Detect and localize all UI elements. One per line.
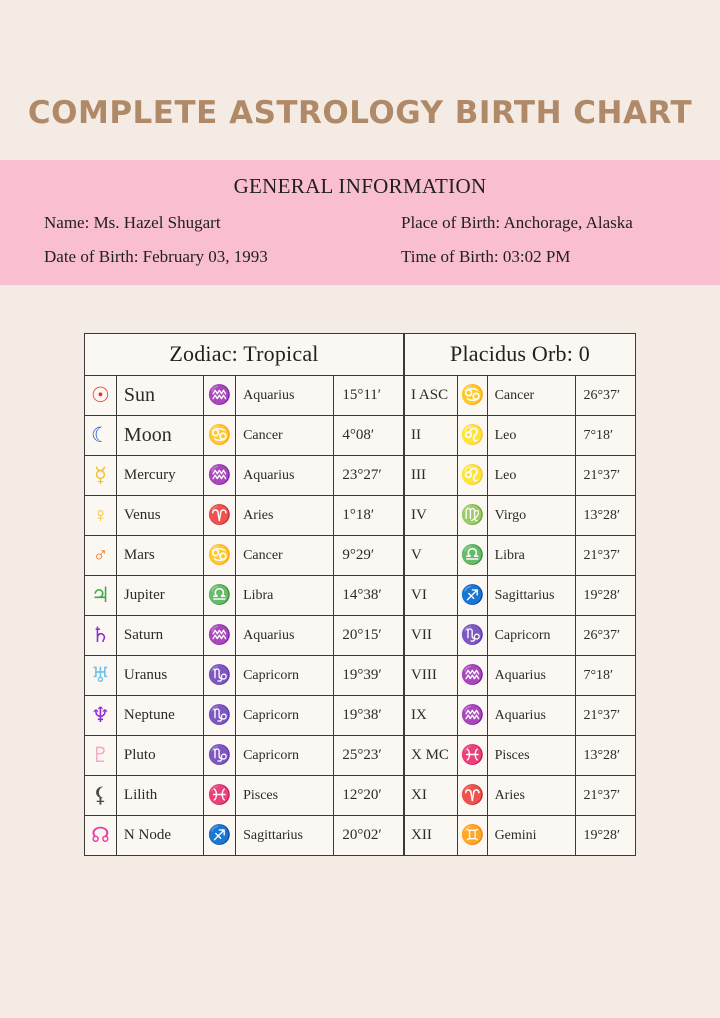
planet-name: Moon bbox=[116, 416, 203, 456]
planet-glyph-icon: ♃ bbox=[85, 576, 117, 616]
house-row bbox=[405, 696, 636, 736]
planet-glyph-icon: ♇ bbox=[85, 736, 117, 776]
zodiac-sign-glyph-icon: ♓ bbox=[458, 736, 487, 776]
zodiac-sign-glyph-icon: ♑ bbox=[203, 736, 235, 776]
house-number: X MC bbox=[405, 736, 458, 776]
house-number: XII bbox=[405, 816, 458, 856]
zodiac-sign-glyph-icon: ♈ bbox=[458, 776, 487, 816]
zodiac-sign-name: Capricorn bbox=[487, 616, 576, 656]
planet-row bbox=[85, 576, 404, 616]
zodiac-sign-glyph-icon: ♌ bbox=[458, 416, 487, 456]
planet-degree: 23°27′ bbox=[334, 456, 404, 496]
zodiac-sign-name: Pisces bbox=[236, 776, 334, 816]
house-degree: 21°37′ bbox=[576, 456, 636, 496]
zodiac-sign-name: Libra bbox=[487, 536, 576, 576]
house-row bbox=[405, 776, 636, 816]
house-degree: 7°18′ bbox=[576, 656, 636, 696]
field-time-of-birth: Time of Birth: 03:02 PM bbox=[401, 247, 571, 266]
planet-name: Lilith bbox=[116, 776, 203, 816]
planet-name: Venus bbox=[116, 496, 203, 536]
house-number: VI bbox=[405, 576, 458, 616]
house-row bbox=[405, 456, 636, 496]
house-row bbox=[405, 496, 636, 536]
zodiac-sign-glyph-icon: ♎ bbox=[203, 576, 235, 616]
general-information-heading: GENERAL INFORMATION bbox=[233, 174, 487, 198]
planet-row bbox=[85, 696, 404, 736]
planet-table-header: Zodiac: Tropical bbox=[85, 334, 404, 376]
zodiac-sign-glyph-icon: ♋ bbox=[203, 536, 235, 576]
house-row bbox=[405, 536, 636, 576]
zodiac-sign-name: Virgo bbox=[487, 496, 576, 536]
zodiac-sign-glyph-icon: ♎ bbox=[458, 536, 487, 576]
zodiac-sign-name: Aries bbox=[236, 496, 334, 536]
planet-name: Jupiter bbox=[116, 576, 203, 616]
zodiac-sign-name: Capricorn bbox=[236, 736, 334, 776]
planet-degree: 4°08′ bbox=[334, 416, 404, 456]
planet-row bbox=[85, 736, 404, 776]
house-number: VIII bbox=[405, 656, 458, 696]
zodiac-sign-name: Cancer bbox=[236, 536, 334, 576]
house-degree: 26°37′ bbox=[576, 616, 636, 656]
general-left-column bbox=[44, 213, 321, 267]
planet-glyph-icon: ☊ bbox=[85, 816, 117, 856]
house-degree: 13°28′ bbox=[576, 736, 636, 776]
planet-row bbox=[85, 656, 404, 696]
zodiac-sign-glyph-icon: ♐ bbox=[458, 576, 487, 616]
page-title: COMPLETE ASTROLOGY BIRTH CHART bbox=[27, 95, 693, 131]
field-name: Name: Ms. Hazel Shugart bbox=[44, 213, 221, 232]
planet-degree: 9°29′ bbox=[334, 536, 404, 576]
house-degree: 7°18′ bbox=[576, 416, 636, 456]
zodiac-sign-glyph-icon: ♍ bbox=[458, 496, 487, 536]
planet-glyph-icon: ☿ bbox=[85, 456, 117, 496]
zodiac-sign-name: Aquarius bbox=[236, 376, 334, 416]
house-number: IX bbox=[405, 696, 458, 736]
planet-name: Neptune bbox=[116, 696, 203, 736]
zodiac-sign-name: Pisces bbox=[487, 736, 576, 776]
house-degree: 19°28′ bbox=[576, 576, 636, 616]
zodiac-sign-name: Cancer bbox=[236, 416, 334, 456]
planet-name: N Node bbox=[116, 816, 203, 856]
house-number: V bbox=[405, 536, 458, 576]
general-right-column bbox=[321, 213, 678, 267]
planet-degree: 15°11′ bbox=[334, 376, 404, 416]
house-row bbox=[405, 656, 636, 696]
house-row bbox=[405, 816, 636, 856]
zodiac-sign-glyph-icon: ♑ bbox=[203, 656, 235, 696]
planet-degree: 19°39′ bbox=[334, 656, 404, 696]
field-date-of-birth: Date of Birth: February 03, 1993 bbox=[44, 247, 268, 266]
house-number: VII bbox=[405, 616, 458, 656]
general-information-grid bbox=[0, 213, 720, 267]
planet-row bbox=[85, 816, 404, 856]
house-row bbox=[405, 576, 636, 616]
zodiac-sign-name: Aquarius bbox=[236, 456, 334, 496]
planet-row bbox=[85, 776, 404, 816]
planet-name: Saturn bbox=[116, 616, 203, 656]
zodiac-sign-name: Sagittarius bbox=[236, 816, 334, 856]
planet-degree: 1°18′ bbox=[334, 496, 404, 536]
planet-glyph-icon: ☾ bbox=[85, 416, 117, 456]
zodiac-sign-name: Capricorn bbox=[236, 656, 334, 696]
zodiac-sign-name: Libra bbox=[236, 576, 334, 616]
planet-glyph-icon: ♅ bbox=[85, 656, 117, 696]
zodiac-sign-glyph-icon: ♒ bbox=[203, 376, 235, 416]
zodiac-sign-name: Leo bbox=[487, 416, 576, 456]
zodiac-sign-glyph-icon: ♓ bbox=[203, 776, 235, 816]
planet-glyph-icon: ♀ bbox=[85, 496, 117, 536]
house-number: XI bbox=[405, 776, 458, 816]
planet-degree: 12°20′ bbox=[334, 776, 404, 816]
house-degree: 21°37′ bbox=[576, 696, 636, 736]
planet-name: Mercury bbox=[116, 456, 203, 496]
zodiac-sign-name: Aquarius bbox=[236, 616, 334, 656]
house-row bbox=[405, 416, 636, 456]
planet-degree: 20°02′ bbox=[334, 816, 404, 856]
zodiac-sign-glyph-icon: ♈ bbox=[203, 496, 235, 536]
house-degree: 13°28′ bbox=[576, 496, 636, 536]
planet-degree: 14°38′ bbox=[334, 576, 404, 616]
planet-glyph-icon: ♂ bbox=[85, 536, 117, 576]
house-number: II bbox=[405, 416, 458, 456]
zodiac-sign-glyph-icon: ♋ bbox=[203, 416, 235, 456]
zodiac-sign-name: Aquarius bbox=[487, 696, 576, 736]
zodiac-sign-name: Aries bbox=[487, 776, 576, 816]
zodiac-sign-name: Sagittarius bbox=[487, 576, 576, 616]
planet-row bbox=[85, 416, 404, 456]
planet-degree: 20°15′ bbox=[334, 616, 404, 656]
planet-name: Pluto bbox=[116, 736, 203, 776]
zodiac-sign-glyph-icon: ♒ bbox=[458, 656, 487, 696]
planet-name: Uranus bbox=[116, 656, 203, 696]
zodiac-sign-glyph-icon: ♒ bbox=[203, 456, 235, 496]
planet-row bbox=[85, 616, 404, 656]
zodiac-sign-glyph-icon: ♐ bbox=[203, 816, 235, 856]
planet-row bbox=[85, 456, 404, 496]
planet-degree: 19°38′ bbox=[334, 696, 404, 736]
zodiac-sign-glyph-icon: ♑ bbox=[203, 696, 235, 736]
planet-row bbox=[85, 496, 404, 536]
house-row bbox=[405, 736, 636, 776]
zodiac-sign-name: Gemini bbox=[487, 816, 576, 856]
house-degree: 21°37′ bbox=[576, 536, 636, 576]
house-number: IV bbox=[405, 496, 458, 536]
planet-row bbox=[85, 376, 404, 416]
house-table-header: Placidus Orb: 0 bbox=[405, 334, 636, 376]
general-information-section bbox=[0, 160, 720, 285]
zodiac-sign-name: Aquarius bbox=[487, 656, 576, 696]
zodiac-sign-glyph-icon: ♑ bbox=[458, 616, 487, 656]
planet-degree: 25°23′ bbox=[334, 736, 404, 776]
planet-name: Mars bbox=[116, 536, 203, 576]
planet-row bbox=[85, 536, 404, 576]
planet-glyph-icon: ⚸ bbox=[85, 776, 117, 816]
zodiac-sign-glyph-icon: ♒ bbox=[458, 696, 487, 736]
house-degree: 19°28′ bbox=[576, 816, 636, 856]
house-degree: 26°37′ bbox=[576, 376, 636, 416]
field-place-of-birth: Place of Birth: Anchorage, Alaska bbox=[401, 213, 633, 232]
house-degree: 21°37′ bbox=[576, 776, 636, 816]
zodiac-sign-name: Leo bbox=[487, 456, 576, 496]
house-row bbox=[405, 376, 636, 416]
planet-positions-table bbox=[84, 333, 404, 856]
house-number: III bbox=[405, 456, 458, 496]
zodiac-sign-name: Capricorn bbox=[236, 696, 334, 736]
house-number: I ASC bbox=[405, 376, 458, 416]
planet-name: Sun bbox=[116, 376, 203, 416]
zodiac-sign-glyph-icon: ♊ bbox=[458, 816, 487, 856]
planet-glyph-icon: ☉ bbox=[85, 376, 117, 416]
zodiac-sign-name: Cancer bbox=[487, 376, 576, 416]
house-cusps-table bbox=[404, 333, 636, 856]
house-row bbox=[405, 616, 636, 656]
zodiac-sign-glyph-icon: ♋ bbox=[458, 376, 487, 416]
zodiac-sign-glyph-icon: ♌ bbox=[458, 456, 487, 496]
chart-tables bbox=[0, 333, 720, 856]
planet-glyph-icon: ♆ bbox=[85, 696, 117, 736]
planet-glyph-icon: ♄ bbox=[85, 616, 117, 656]
zodiac-sign-glyph-icon: ♒ bbox=[203, 616, 235, 656]
